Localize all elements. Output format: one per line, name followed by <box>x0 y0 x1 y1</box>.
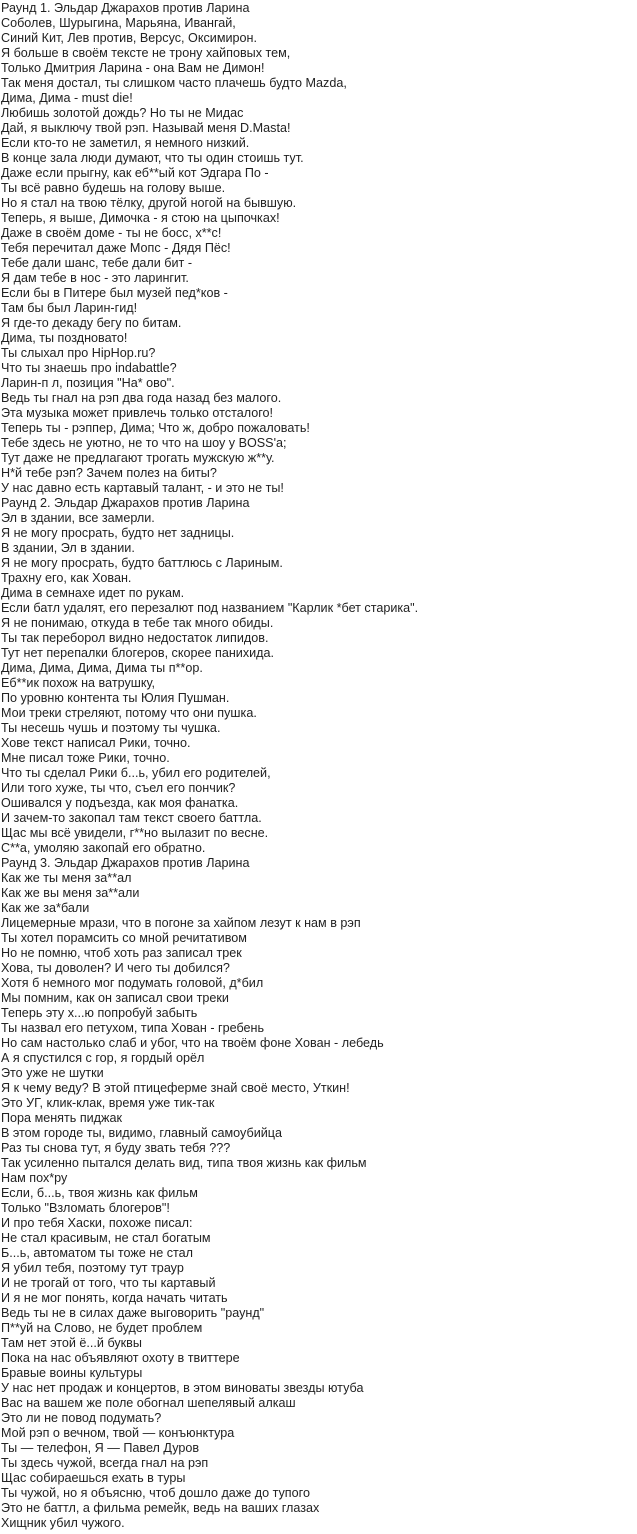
lyric-line: Ошивался у подъезда, как моя фанатка. <box>1 796 239 810</box>
lyric-line: Даже если прыгну, как еб**ый кот Эдгара По - <box>1 166 269 180</box>
lyric-line: Если батл удалят, его перезалют под названием "Карлик *бет старика". <box>1 601 419 615</box>
lyric-line: Хищник убил чужого. <box>1 1516 125 1530</box>
lyric-line: Ты чужой, но я объясню, чтоб дошло даже до тупого <box>1 1486 310 1500</box>
lyric-line: Дай, я выключу твой рэп. Называй меня D.Masta! <box>1 121 291 135</box>
lyric-line: Как же вы меня за**али <box>1 886 140 900</box>
lyric-line: А я спустился с гор, я гордый орёл <box>1 1051 205 1065</box>
lyric-line: Но не помню, чтоб хоть раз записал трек <box>1 946 242 960</box>
lyric-line: Соболев, Шурыгина, Марьяна, Ивангай, <box>1 16 236 30</box>
lyric-line: Дима, Дима, Дима, Дима ты п**ор. <box>1 661 203 675</box>
lyric-line: Я дам тебе в нос - это ларингит. <box>1 271 189 285</box>
lyric-line: Раунд 1. Эльдар Джарахов против Ларина <box>1 1 250 15</box>
lyric-line: Раунд 2. Эльдар Джарахов против Ларина <box>1 496 250 510</box>
lyric-line: Я не могу просрать, будто баттлюсь с Лариным. <box>1 556 283 570</box>
lyric-line: И я не мог понять, когда начать читать <box>1 1291 228 1305</box>
lyric-line: Мы помним, как он записал свои треки <box>1 991 229 1005</box>
lyric-line: Я где-то декаду бегу по битам. <box>1 316 182 330</box>
lyric-line: Еб**ик похож на ватрушку, <box>1 676 156 690</box>
lyric-line: Дима, ты поздновато! <box>1 331 128 345</box>
lyric-line: Щас собираешься ехать в туры <box>1 1471 186 1485</box>
lyric-line: Если кто-то не заметил, я немного низкий. <box>1 136 250 150</box>
lyric-line: Это не баттл, а фильма ремейк, ведь на ваших глазах <box>1 1501 320 1515</box>
lyric-line: Это ли не повод подумать? <box>1 1411 162 1425</box>
lyric-line: Тебе дали шанс, тебе дали бит - <box>1 256 193 270</box>
lyric-line: И про тебя Хаски, похоже писал: <box>1 1216 193 1230</box>
lyric-line: Мои треки стреляют, потому что они пушка. <box>1 706 257 720</box>
lyric-line: П**уй на Слово, не будет проблем <box>1 1321 203 1335</box>
lyric-line: Лицемерные мрази, что в погоне за хайпом лезут к нам в рэп <box>1 916 361 930</box>
lyric-line: Раунд 3. Эльдар Джарахов против Ларина <box>1 856 250 870</box>
lyric-line: Это УГ, клик-клак, время уже тик-так <box>1 1096 215 1110</box>
lyric-line: Если бы в Питере был музей пед*ков - <box>1 286 228 300</box>
lyric-line: Пока на нас объявляют охоту в твиттере <box>1 1351 240 1365</box>
lyric-line: Ты — телефон, Я — Павел Дуров <box>1 1441 200 1455</box>
lyric-line: Эта музыка может привлечь только отсталого! <box>1 406 274 420</box>
lyric-line: Ты так переборол видно недостаток липидов. <box>1 631 269 645</box>
lyric-line: В конце зала люди думают, что ты один стоишь тут. <box>1 151 304 165</box>
lyric-line: Но сам настолько слаб и убог, что на твоём фоне Хован - лебедь <box>1 1036 384 1050</box>
lyric-line: Ведь ты не в силах даже выговорить "раунд" <box>1 1306 265 1320</box>
lyric-line: Если, б...ь, твоя жизнь как фильм <box>1 1186 198 1200</box>
lyric-line: Ты всё равно будешь на голову выше. <box>1 181 226 195</box>
lyric-line: Тебе здесь не уютно, не то что на шоу у BOSS'а; <box>1 436 287 450</box>
lyric-line: Это уже не шутки <box>1 1066 104 1080</box>
lyric-line: Вас на вашем же поле обогнал шепелявый алкаш <box>1 1396 296 1410</box>
lyric-line: Любишь золотой дождь? Но ты не Мидас <box>1 106 244 120</box>
lyric-line: Только "Взломать блогеров"! <box>1 1201 170 1215</box>
lyric-line: Дима, Дима - must die! <box>1 91 133 105</box>
lyric-line: Трахну его, как Хован. <box>1 571 132 585</box>
lyric-line: Б...ь, автоматом ты тоже не стал <box>1 1246 194 1260</box>
lyric-line: Мой рэп о вечном, твой — конъюнктура <box>1 1426 235 1440</box>
lyric-line: В этом городе ты, видимо, главный самоубийца <box>1 1126 282 1140</box>
lyric-line: Ты слыхал про HipHop.ru? <box>1 346 156 360</box>
lyric-line: Ты назвал его петухом, типа Хован - гребень <box>1 1021 265 1035</box>
lyric-line: Что ты сделал Рики б...ь, убил его родителей, <box>1 766 271 780</box>
lyric-line: Н*й тебе рэп? Зачем полез на биты? <box>1 466 217 480</box>
lyric-line: Теперь, я выше, Димочка - я стою на цыпочках! <box>1 211 280 225</box>
lyric-line: У нас давно есть картавый талант, - и это не ты! <box>1 481 284 495</box>
lyric-line: Синий Кит, Лев против, Версус, Оксимирон. <box>1 31 257 45</box>
lyric-line: Я не понимаю, откуда в тебе так много обиды. <box>1 616 274 630</box>
lyric-line: Раз ты снова тут, я буду звать тебя ??? <box>1 1141 231 1155</box>
lyric-line: Я больше в своём тексте не трону хайповых тем, <box>1 46 291 60</box>
lyric-line: Ты хотел порамсить со мной речитативом <box>1 931 247 945</box>
lyric-line: Теперь ты - рэппер, Дима; Что ж, добро пожаловать! <box>1 421 310 435</box>
lyric-line: Мне писал тоже Рики, точно. <box>1 751 170 765</box>
lyric-line: В здании, Эл в здании. <box>1 541 135 555</box>
lyric-line: Я к чему веду? В этой птицеферме знай своё место, Уткин! <box>1 1081 350 1095</box>
lyric-line: Нам пох*ру <box>1 1171 68 1185</box>
lyric-line: Щас мы всё увидели, г**но вылазит по весне. <box>1 826 269 840</box>
lyric-line: Ты несешь чушь и поэтому ты чушка. <box>1 721 221 735</box>
lyric-line: И не трогай от того, что ты картавый <box>1 1276 216 1290</box>
lyric-line: Так меня достал, ты слишком часто плачешь будто Mazda, <box>1 76 347 90</box>
lyric-line: Не стал красивым, не стал богатым <box>1 1231 211 1245</box>
lyric-line: Тебя перечитал даже Мопс - Дядя Пёс! <box>1 241 231 255</box>
lyric-line: Или того хуже, ты что, съел его пончик? <box>1 781 236 795</box>
lyric-line: Тут нет перепалки блогеров, скорее панихида. <box>1 646 275 660</box>
lyric-line: И зачем-то закопал там текст своего баттла. <box>1 811 262 825</box>
lyric-line: Дима в семнахе идет по рукам. <box>1 586 185 600</box>
lyric-line: Даже в своём доме - ты не босс, х**с! <box>1 226 222 240</box>
lyric-line: Как же за*бали <box>1 901 90 915</box>
lyric-line: Там нет этой ё...й буквы <box>1 1336 142 1350</box>
lyric-line: Ты здесь чужой, всегда гнал на рэп <box>1 1456 209 1470</box>
lyric-line: Ларин-п л, позиция "На* ово". <box>1 376 175 390</box>
lyric-line: Эл в здании, все замерли. <box>1 511 155 525</box>
lyric-line: Хове текст написал Рики, точно. <box>1 736 191 750</box>
lyric-line: Но я стал на твою тёлку, другой ногой на бывшую. <box>1 196 297 210</box>
lyric-line: Теперь эту х...ю попробуй забыть <box>1 1006 198 1020</box>
lyric-line: Хотя б немного мог подумать головой, д*бил <box>1 976 264 990</box>
lyric-line: Тут даже не предлагают трогать мужскую ж**у. <box>1 451 275 465</box>
lyric-line: Ведь ты гнал на рэп два года назад без малого. <box>1 391 282 405</box>
lyric-line: Бравые воины культуры <box>1 1366 143 1380</box>
lyric-line: Так усиленно пытался делать вид, типа твоя жизнь как фильм <box>1 1156 367 1170</box>
lyric-line: Там бы был Ларин-гид! <box>1 301 138 315</box>
lyric-line: С**а, умоляю закопай его обратно. <box>1 841 206 855</box>
lyric-line: Как же ты меня за**ал <box>1 871 132 885</box>
lyric-line: По уровню контента ты Юлия Пушман. <box>1 691 230 705</box>
lyric-line: Хова, ты доволен? И чего ты добился? <box>1 961 230 975</box>
lyric-line: Пора менять пиджак <box>1 1111 122 1125</box>
lyric-line: Только Дмитрия Ларина - она Вам не Димон! <box>1 61 265 75</box>
lyric-line: У нас нет продаж и концертов, в этом виноваты звезды ютуба <box>1 1381 364 1395</box>
lyric-line: Что ты знаешь про indabattle? <box>1 361 177 375</box>
lyric-line: Я убил тебя, поэтому тут траур <box>1 1261 184 1275</box>
lyric-line: Я не могу просрать, будто нет задницы. <box>1 526 235 540</box>
